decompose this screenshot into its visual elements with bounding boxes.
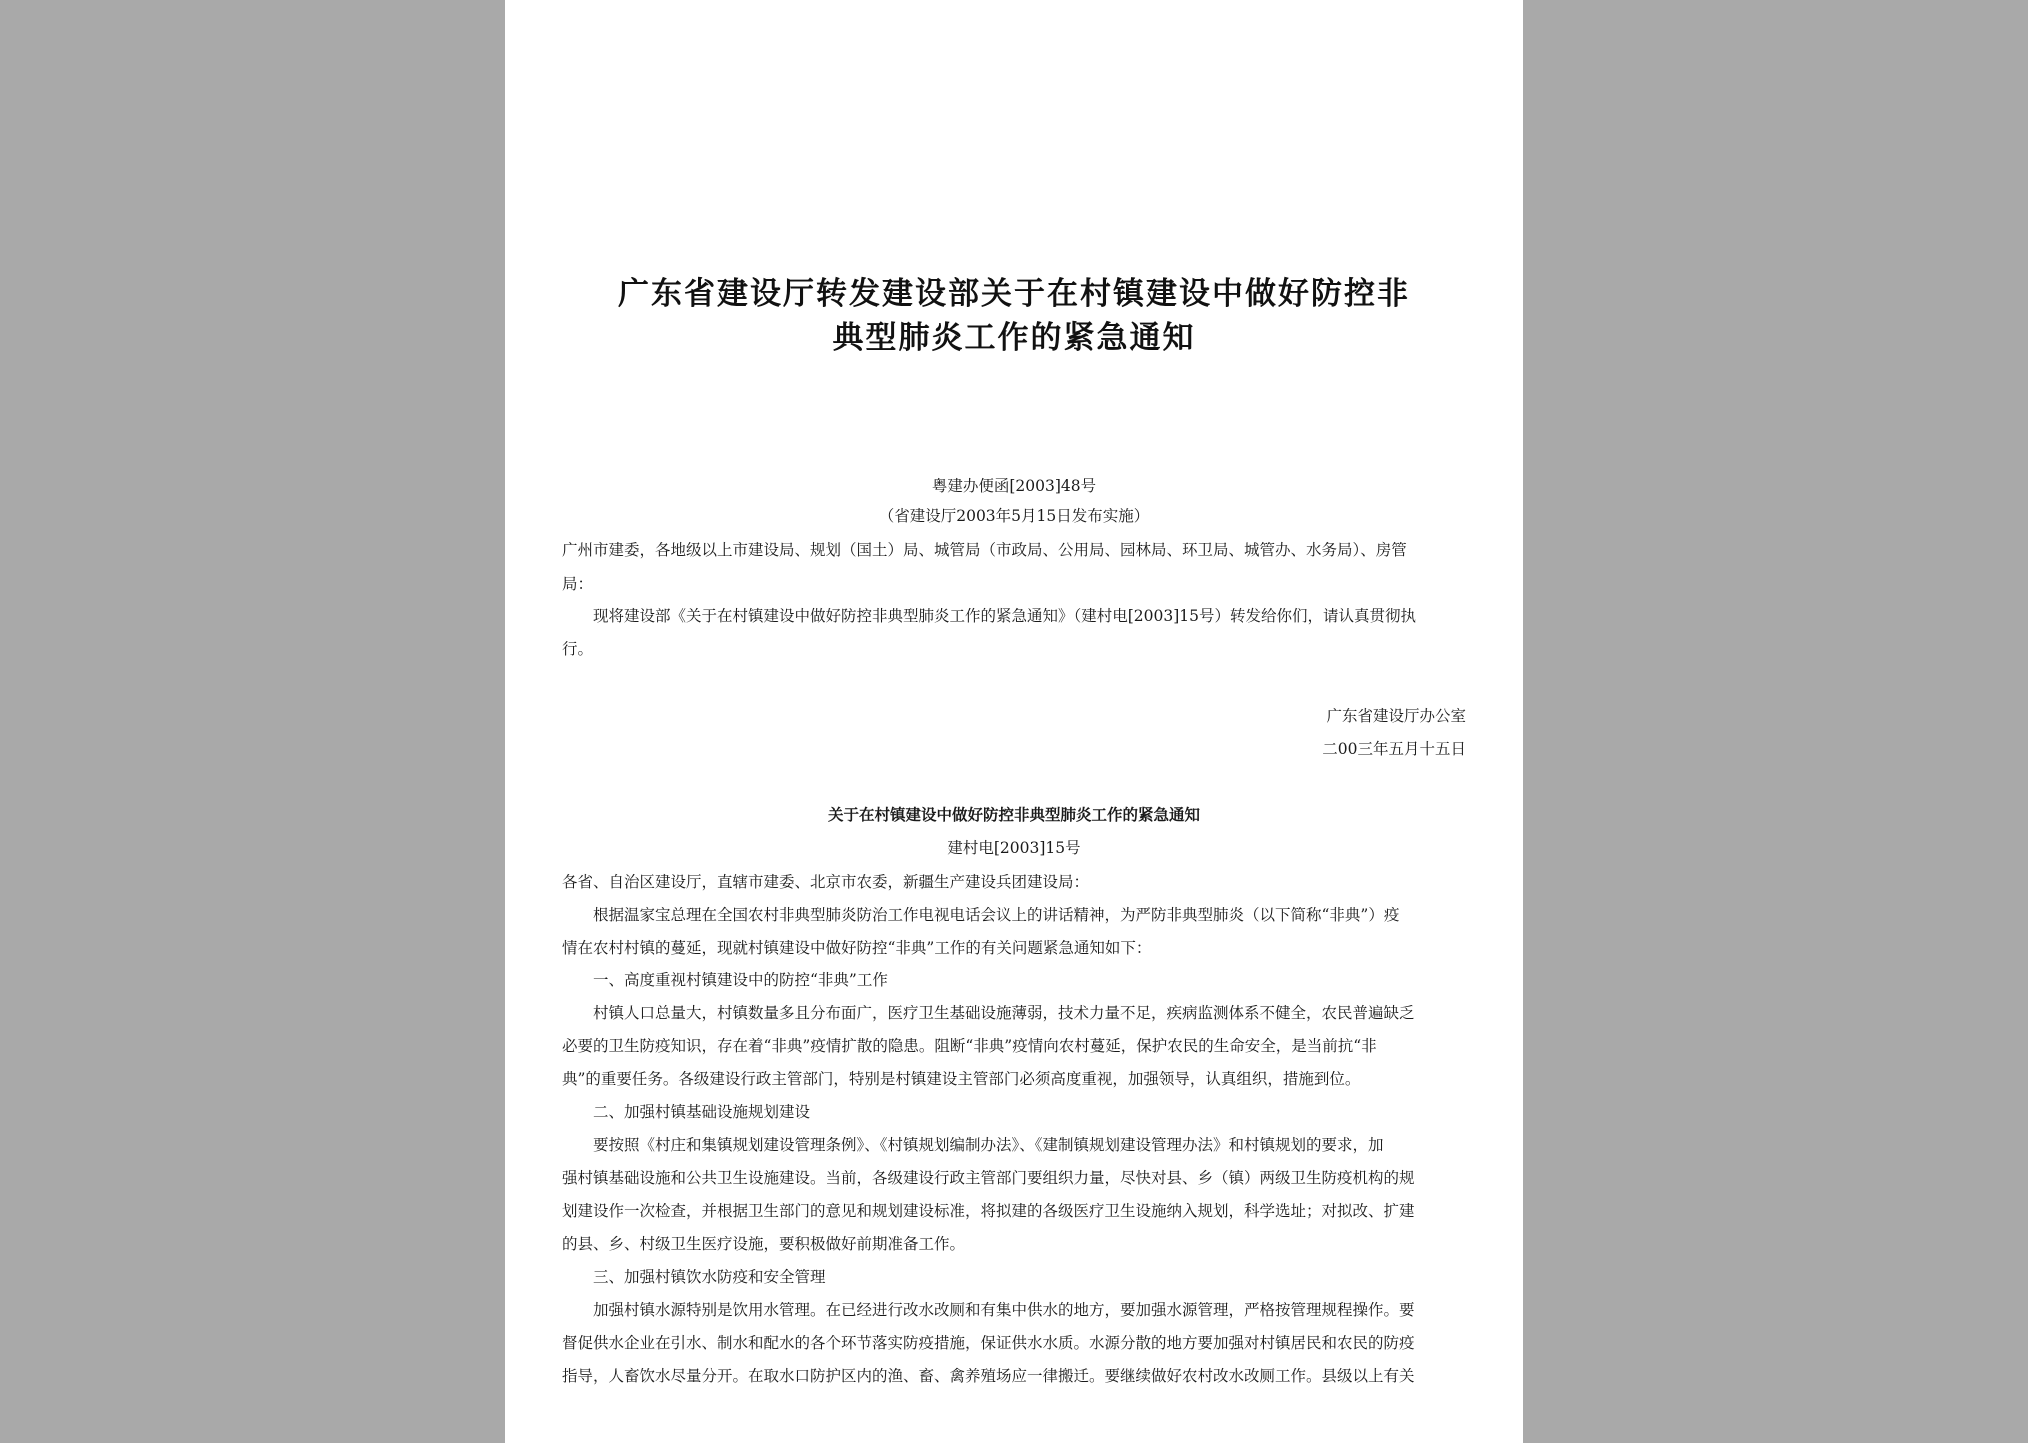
- attached-notice-number: 建村电[2003]15号: [947, 839, 1081, 857]
- document-title-line-1: 广东省建设厅转发建设部关于在村镇建设中做好防控非: [618, 276, 1410, 312]
- recipients-line-1: 广州市建委，各地级以上市建设局、规划（国土）局、城管局（市政局、公用局、园林局、环卫局、城管办、水务局）、房管: [562, 541, 1407, 559]
- document-number: 粤建办便函[2003]48号: [931, 477, 1097, 495]
- section-1-heading: 一、高度重视村镇建设中的防控“非典”工作: [593, 971, 888, 989]
- section-1-line-2: 必要的卫生防疫知识，存在着“非典”疫情扩散的隐患。阻断“非典”疫情向农村蔓延，保护农民的生命安全，是当前抗“非: [562, 1037, 1377, 1055]
- section-3-heading: 三、加强村镇饮水防疫和安全管理: [593, 1268, 826, 1286]
- section-2-line-3: 划建设作一次检查，并根据卫生部门的意见和规划建设标准，将拟建的各级医疗卫生设施纳入规划，科学选址；对拟改、扩建: [562, 1202, 1415, 1220]
- body-line-2: 行。: [562, 640, 594, 658]
- body-line-1: 现将建设部《关于在村镇建设中做好防控非典型肺炎工作的紧急通知》（建村电[2003]15号）转发给你们，请认真贯彻执: [593, 607, 1417, 625]
- intro-line-2: 情在农村村镇的蔓延，现就村镇建设中做好防控“非典”工作的有关问题紧急通知如下：: [562, 939, 1152, 957]
- section-2-line-4: 的县、乡、村级卫生医疗设施，要积极做好前期准备工作。: [562, 1235, 966, 1253]
- section-1-line-3: 典”的重要任务。各级建设行政主管部门，特别是村镇建设主管部门必须高度重视，加强领导，认真组织，措施到位。: [562, 1070, 1361, 1088]
- section-2-heading: 二、加强村镇基础设施规划建设: [593, 1103, 811, 1121]
- section-2-line-2: 强村镇基础设施和公共卫生设施建设。当前，各级建设行政主管部门要组织力量，尽快对县、乡（镇）两级卫生防疫机构的规: [562, 1169, 1415, 1187]
- section-1-line-1: 村镇人口总量大，村镇数量多且分布面广，医疗卫生基础设施薄弱，技术力量不足，疾病监测体系不健全，农民普遍缺乏: [593, 1004, 1415, 1022]
- signature-org: 广东省建设厅办公室: [1326, 707, 1466, 725]
- section-2-line-1: 要按照《村庄和集镇规划建设管理条例》、《村镇规划编制办法》、《建制镇规划建设管理办法》和村镇规划的要求，加: [593, 1136, 1384, 1154]
- section-3-line-1: 加强村镇水源特别是饮用水管理。在已经进行改水改厕和有集中供水的地方，要加强水源管理，严格按管理规程操作。要: [593, 1301, 1415, 1319]
- attached-recipients: 各省、自治区建设厅，直辖市建委、北京市农委，新疆生产建设兵团建设局：: [562, 873, 1090, 891]
- section-3-line-2: 督促供水企业在引水、制水和配水的各个环节落实防疫措施，保证供水水质。水源分散的地方要加强对村镇居民和农民的防疫: [562, 1334, 1415, 1352]
- issue-note: （省建设厅2003年5月15日发布实施）: [878, 507, 1150, 525]
- document-title-line-2: 典型肺炎工作的紧急通知: [832, 320, 1196, 356]
- attached-notice-title: 关于在村镇建设中做好防控非典型肺炎工作的紧急通知: [827, 805, 1200, 824]
- document-page: [505, 0, 1523, 1443]
- recipients-line-2: 局：: [562, 575, 594, 593]
- signature-date: 二00三年五月十五日: [1322, 740, 1466, 758]
- intro-line-1: 根据温家宝总理在全国农村非典型肺炎防治工作电视电话会议上的讲话精神，为严防非典型肺炎（以下简称“非典”）疫: [593, 906, 1400, 924]
- section-3-line-3: 指导，人畜饮水尽量分开。在取水口防护区内的渔、畜、禽养殖场应一律搬迁。要继续做好农村改水改厕工作。县级以上有关: [562, 1367, 1415, 1385]
